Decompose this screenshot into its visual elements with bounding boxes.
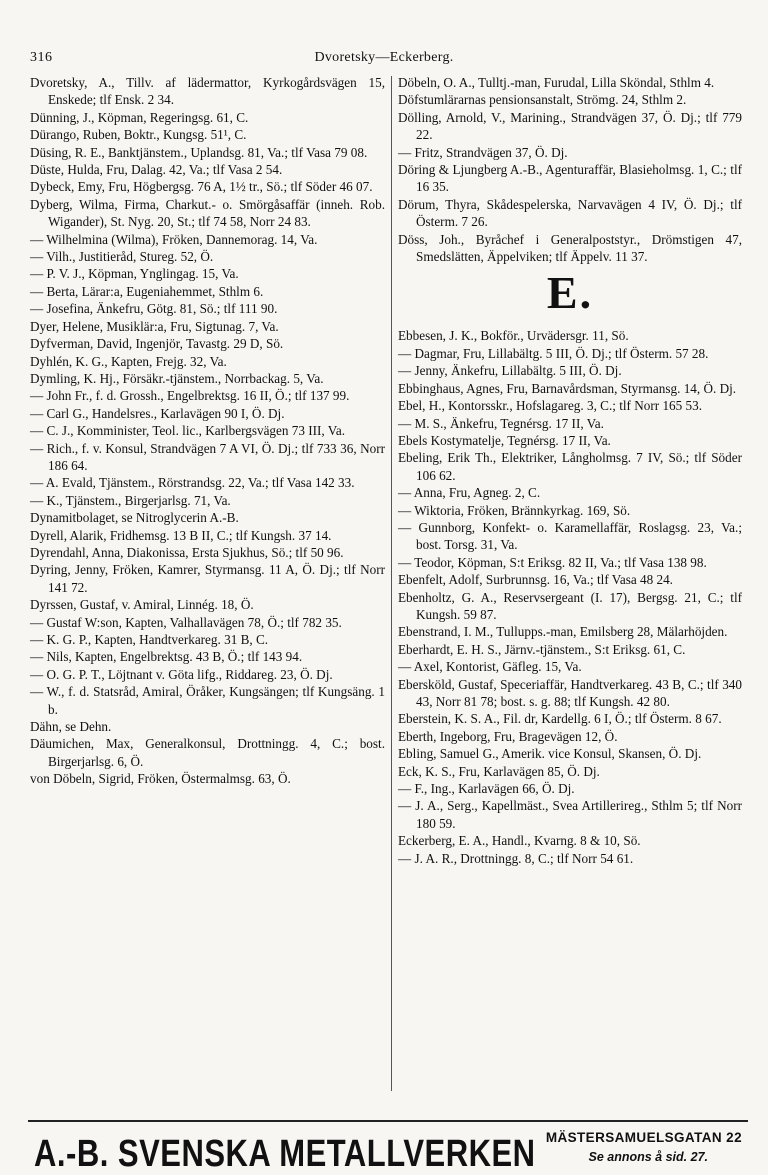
directory-entry: — Nils, Kapten, Engelbrektsg. 43 B, Ö.; tlf 143 94. xyxy=(30,649,303,665)
directory-entry: Düste, Hulda, Fru, Dalag. 42, Va.; tlf Vasa 2 54. xyxy=(30,162,283,178)
directory-entry: von Döbeln, Sigrid, Fröken, Östermalmsg. 63, Ö. xyxy=(30,771,291,787)
directory-entry: — P. V. J., Köpman, Ynglingag. 15, Va. xyxy=(30,266,239,282)
right-column-d-entries xyxy=(398,74,742,265)
directory-entry: Ebenfelt, Adolf, Surbrunnsg. 16, Va.; tlf Vasa 48 24. xyxy=(398,572,673,588)
page-header xyxy=(30,50,738,70)
directory-entry: Dybeck, Emy, Fru, Högbergsg. 76 A, 1½ tr., Sö.; tlf Söder 46 07. xyxy=(30,179,373,195)
directory-entry: — Vilh., Justitieråd, Stureg. 52, Ö. xyxy=(30,249,214,265)
directory-entry: — Jenny, Änkefru, Lillabältg. 5 III, Ö. Dj. xyxy=(398,363,622,379)
directory-entry: Döbeln, O. A., Tulltj.-man, Furudal, Lilla Sköndal, Sthlm 4. xyxy=(398,75,715,90)
directory-entry: — Rich., f. v. Konsul, Strandvägen 7 A VI, Ö. Dj.; tlf 733 36, Norr 186 64. xyxy=(30,440,385,473)
directory-entry: Dörum, Thyra, Skådespelerska, Narvavägen 4 IV, Ö. Dj.; tlf Österm. 7 26. xyxy=(398,196,742,230)
directory-entry: — John Fr., f. d. Grossh., Engelbrektsg. 16 II, Ö.; tlf 137 99. xyxy=(30,388,350,404)
directory-entry: Dölling, Arnold, V., Marining., Strandvägen 37, Ö. Dj.; tlf 779 22. xyxy=(398,109,742,143)
directory-entry: Eberhardt, E. H. S., Järnv.-tjänstem., S:t Eriksg. 61, C. xyxy=(398,641,686,657)
ad-reference-note: Se annons å sid. 27. xyxy=(588,1150,708,1164)
directory-entry: — Gunnborg, Konfekt- o. Karamellaffär, Roslagsg. 23, Va.; bost. Torsg. 31, Va. xyxy=(398,519,742,553)
footer-rule xyxy=(28,1120,748,1122)
directory-entry: — J. A. R., Drottningg. 8, C.; tlf Norr 54 61. xyxy=(398,850,634,866)
footer-advertisement xyxy=(28,1120,748,1175)
directory-entry: — A. Evald, Tjänstem., Rörstrandsg. 22, Va.; tlf Vasa 142 33. xyxy=(30,475,355,491)
directory-entry: — F., Ing., Karlavägen 66, Ö. Dj. xyxy=(398,781,575,797)
directory-entry: Dürango, Ruben, Boktr., Kungsg. 51¹, C. xyxy=(30,127,247,143)
directory-entry: Döfstumlärarnas pensionsanstalt, Strömg. 24, Sthlm 2. xyxy=(398,92,687,108)
directory-entry: Dyrssen, Gustaf, v. Amiral, Linnég. 18, Ö. xyxy=(30,597,254,613)
directory-entry: Dyrendahl, Anna, Diakonissa, Ersta Sjukhus, Sö.; tlf 50 96. xyxy=(30,544,344,560)
directory-entry: — Teodor, Köpman, S:t Eriksg. 82 II, Va.; tlf Vasa 138 98. xyxy=(398,554,707,570)
right-column-e-entries xyxy=(398,327,742,867)
directory-entry: — Wiktoria, Fröken, Brännkyrkag. 169, Sö. xyxy=(398,502,631,518)
directory-entry: — W., f. d. Statsråd, Amiral, Öråker, Kungsängen; tlf Kungsäng. 1 b. xyxy=(30,684,385,717)
directory-entry: Dymling, K. Hj., Försäkr.-tjänstem., Norrbackag. 5, Va. xyxy=(30,370,324,386)
directory-entry: Dvoretsky, A., Tillv. af lädermattor, Kyrkogårdsvägen 15, Enskede; tlf Ensk. 2 34. xyxy=(30,75,385,108)
directory-entry: Dünning, J., Köpman, Regeringsg. 61, C. xyxy=(30,109,249,125)
directory-entry: — Wilhelmina (Wilma), Fröken, Dannemorag. 14, Va. xyxy=(30,231,318,247)
right-column xyxy=(398,74,742,867)
directory-entry: Ebbesen, J. K., Bokför., Urvädersgr. 11, Sö. xyxy=(398,328,629,344)
directory-entry: — Anna, Fru, Agneg. 2, C. xyxy=(398,485,541,501)
left-column xyxy=(30,74,385,788)
directory-entry: Dyrell, Alarik, Fridhemsg. 13 B II, C.; tlf Kungsh. 37 14. xyxy=(30,527,332,543)
directory-entry: Ebel, H., Kontorsskr., Hofslagareg. 3, C.; tlf Norr 165 53. xyxy=(398,398,703,414)
directory-entry: — K., Tjänstem., Birgerjarlsg. 71, Va. xyxy=(30,492,231,508)
directory-entry: Düsing, R. E., Banktjänstem., Uplandsg. 81, Va.; tlf Vasa 79 08. xyxy=(30,144,368,160)
directory-entry: Dyhlén, K. G., Kapten, Frejg. 32, Va. xyxy=(30,353,227,369)
directory-entry: Ebels Kostymatelje, Tegnérsg. 17 II, Va. xyxy=(398,432,611,448)
directory-entry: Ebersköld, Gustaf, Speceriaffär, Handtverkareg. 43 B, C.; tlf 340 43, Norr 81 78; bost. s. g. 88; tlf Kungsh. 42 80. xyxy=(398,676,742,709)
directory-entry: — Dagmar, Fru, Lillabältg. 5 III, Ö. Dj.; tlf Österm. 57 28. xyxy=(398,345,709,361)
page-number: 316 xyxy=(30,50,53,65)
directory-entry: Eberstein, K. S. A., Fil. dr, Kardellg. 6 I, Ö.; tlf Österm. 8 67. xyxy=(398,711,722,727)
directory-entry: — J. A., Serg., Kapellmäst., Svea Artillerireg., Sthlm 5; tlf Norr 180 59. xyxy=(398,798,742,831)
ad-company-name: A.-B. SVENSKA METALLVERKEN xyxy=(34,1132,536,1175)
running-head: Dvoretsky—Eckerberg. xyxy=(314,50,454,65)
directory-entry: — C. J., Komminister, Teol. lic., Karlbergsvägen 73 III, Va. xyxy=(30,423,345,439)
directory-entry: Eberth, Ingeborg, Fru, Bragevägen 12, Ö. xyxy=(398,728,618,744)
directory-entry: Ebbinghaus, Agnes, Fru, Barnavårdsman, Styrmansg. 14, Ö. Dj. xyxy=(398,380,737,396)
directory-entry: Dyring, Jenny, Fröken, Kamrer, Styrmansg. 11 A, Ö. Dj.; tlf Norr 141 72. xyxy=(30,562,385,595)
directory-entry: Eckerberg, E. A., Handl., Kvarng. 8 & 10, Sö. xyxy=(398,833,641,849)
ad-address: MÄSTERSAMUELSGATAN 22 xyxy=(545,1130,742,1145)
directory-entry: Dähn, se Dehn. xyxy=(30,719,112,735)
directory-entry: — O. G. P. T., Löjtnant v. Göta lifg., Riddareg. 23, Ö. Dj. xyxy=(30,666,333,682)
directory-entry: — Gustaf W:son, Kapten, Valhallavägen 78, Ö.; tlf 782 35. xyxy=(30,614,342,630)
directory-entry: Ebeling, Erik Th., Elektriker, Långholmsg. 7 IV, Sö.; tlf Söder 106 62. xyxy=(398,450,742,483)
directory-entry: Ebling, Samuel G., Amerik. vice Konsul, Skansen, Ö. Dj. xyxy=(398,746,702,762)
directory-entry: — Josefina, Änkefru, Götg. 81, Sö.; tlf 111 90. xyxy=(30,301,278,317)
section-letter-heading: E. xyxy=(546,267,594,319)
directory-entry: — Axel, Kontorist, Gäfleg. 15, Va. xyxy=(398,659,582,675)
directory-entry: — Fritz, Strandvägen 37, Ö. Dj. xyxy=(398,144,568,160)
directory-entry: Ebenholtz, G. A., Reservsergeant (I. 17), Bergsg. 21, C.; tlf Kungsh. 59 87. xyxy=(398,589,742,622)
directory-entry: Däumichen, Max, Generalkonsul, Drottningg. 4, C.; bost. Birgerjarlsg. 6, Ö. xyxy=(30,736,385,769)
directory-entry: — K. G. P., Kapten, Handtverkareg. 31 B, C. xyxy=(30,632,269,647)
directory-entry: — Berta, Lärar:a, Eugeniahemmet, Sthlm 6. xyxy=(30,283,264,299)
directory-entry: Döring & Ljungberg A.-B., Agenturaffär, Blasieholmsg. 1, C.; tlf 16 35. xyxy=(398,162,742,195)
column-divider xyxy=(391,76,392,1091)
directory-entry: Dynamitbolaget, se Nitroglycerin A.-B. xyxy=(30,510,239,526)
directory-entry: Dyer, Helene, Musiklär:a, Fru, Sigtunag. 7, Va. xyxy=(30,318,279,334)
directory-entry: Eck, K. S., Fru, Karlavägen 85, Ö. Dj. xyxy=(398,763,600,779)
directory-entry: Döss, Joh., Byråchef i Generalpoststyr., Drömstigen 47, Smedslätten, Äppelviken; tlf Äppelv. 11 37. xyxy=(398,231,742,265)
directory-entry: — M. S., Änkefru, Tegnérsg. 17 II, Va. xyxy=(398,415,604,431)
directory-entry: Ebenstrand, I. M., Tullupps.-man, Emilsberg 28, Mälarhöjden. xyxy=(398,624,728,640)
directory-entry: Dyfverman, David, Ingenjör, Tavastg. 29 D, Sö. xyxy=(30,336,284,352)
directory-entry: Dyberg, Wilma, Firma, Charkut.- o. Smörgåsaffär (inneh. Rob. Wigander), St. Nyg. 20, St.; tlf 74 58, Norr 24 83. xyxy=(30,196,385,230)
directory-entry: — Carl G., Handelsres., Karlavägen 90 I, Ö. Dj. xyxy=(30,405,285,421)
